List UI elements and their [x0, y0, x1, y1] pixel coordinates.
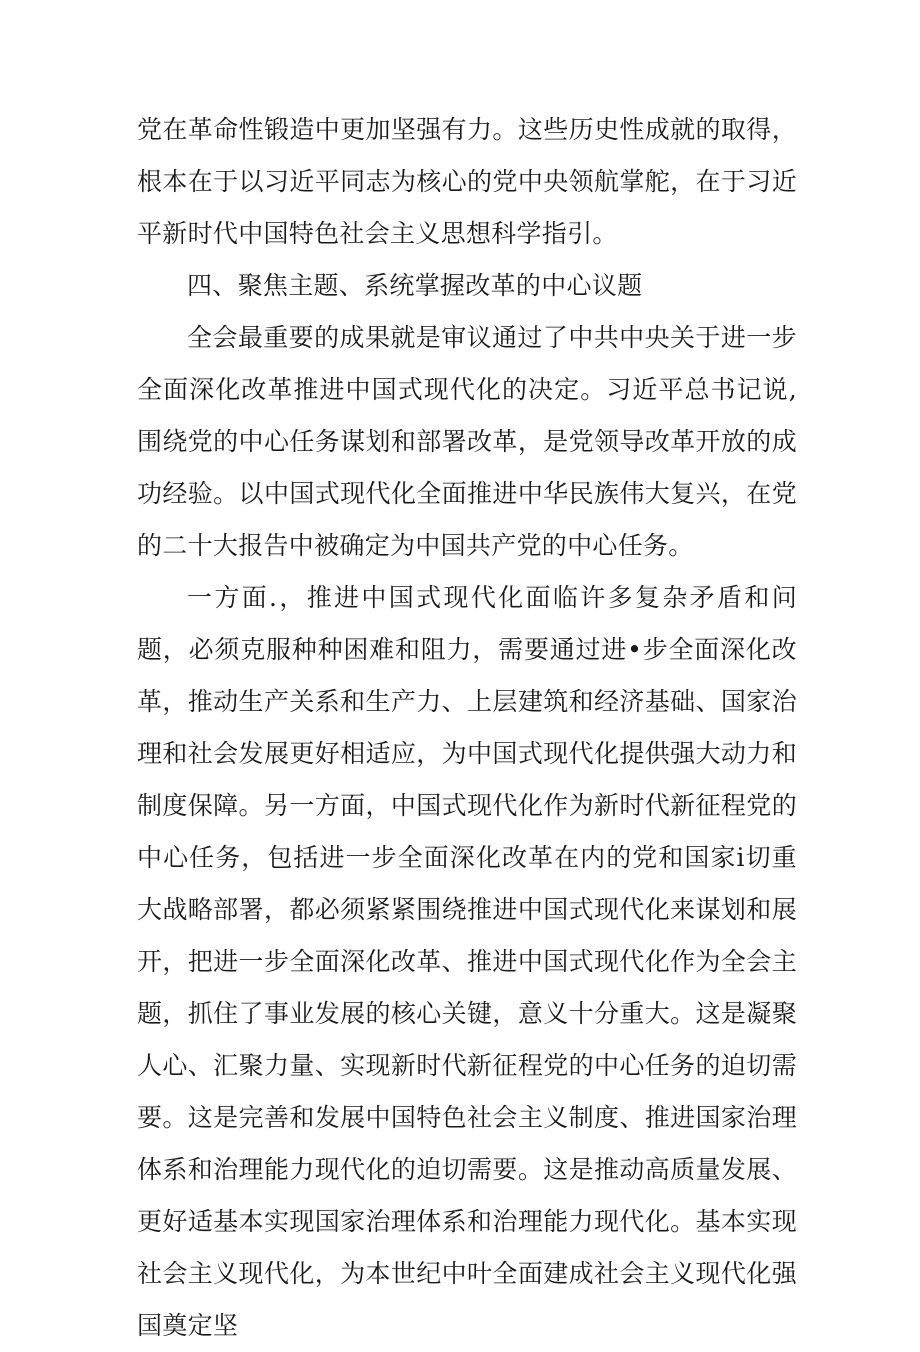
section-heading: 四、聚焦主题、系统掌握改革的中心议题 [187, 271, 643, 300]
paragraph: 全会最重要的成果就是审议通过了中共中央关于进一步全面深化改革推进中国式现代化的决定。习近平总书记说,围绕党的中心任务谋划和部署改革，是党领导改革开放的成功经验。以中国式现代化全面推进中华民族伟大复兴，在党的二十大报告中被确定为中国共产党的中心任务。 [137, 323, 797, 560]
paragraph-continuation: 党在革命性锻造中更加坚强有力。这些历史性成就的取得，根本在于以习近平同志为核心的党中央领航掌舵，在于习近平新时代中国特色社会主义思想科学指引。 [137, 115, 797, 248]
document-body [137, 104, 797, 1352]
paragraph: 一方面.，推进中国式现代化面临许多复杂矛盾和问题，必须克服种种困难和阻力，需要通过进•步全面深化改革，推动生产关系和生产力、上层建筑和经济基础、国家治理和社会发展更好相适应，为中国式现代化提供强大动力和制度保障。另一方面，中国式现代化作为新时代新征程党的中心任务，包括进一步全面深化改革在内的党和国家i切重大战略部署，都必须紧紧围绕推进中国式现代化来谋划和展开，把进一步全面深化改革、推进中国式现代化作为全会主题，抓住了事业发展的核心关键，意义十分重大。这是凝聚人心、汇聚力量、实现新时代新征程党的中心任务的迫切需要。这是完善和发展中国特色社会主义制度、推进国家治理体系和治理能力现代化的迫切需要。这是推动高质量发展、更好适基本实现国家治理体系和治理能力现代化。基本实现社会主义现代化，为本世纪中叶全面建成社会主义现代化强国奠定坚 [137, 583, 797, 1340]
